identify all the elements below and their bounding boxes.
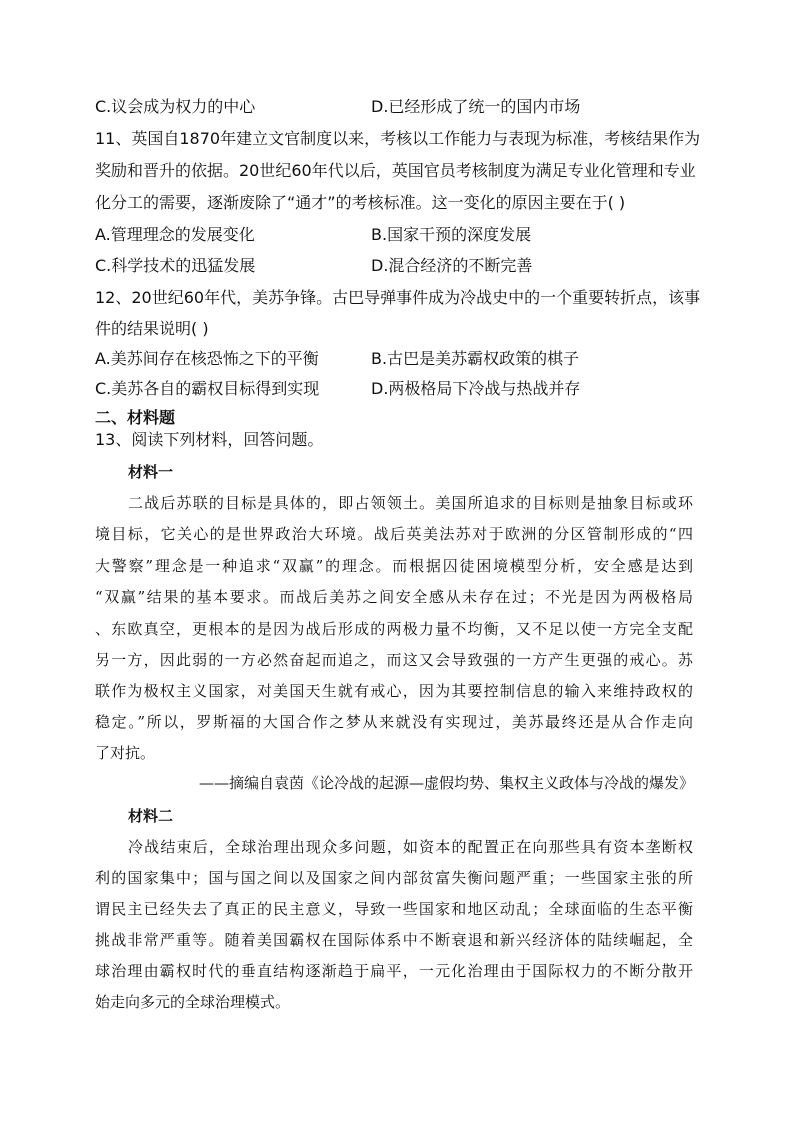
q12-stem-line-1: 12、20世纪60年代，美苏争锋。古巴导弹事件成为冷战史中的一个重要转折点，该事	[95, 288, 701, 307]
q11-option-c[interactable]: C.科学技术的迅猛发展	[95, 256, 256, 275]
material-1-line: 、东欧真空，更根本的是因为战后形成的两极力量不均衡，又不足以使一方完全支配	[95, 620, 693, 638]
material-2-line: 谓民主已经失去了真正的民主意义，导致一些国家和地区动乱；全球面临的生态平衡	[95, 900, 693, 918]
material-1-line: 了对抗。	[95, 744, 156, 762]
material-1-source: ——摘编自袁茵《论冷战的起源—虚假均势、集权主义政体与冷战的爆发》	[198, 774, 694, 792]
material-1-line: 二战后苏联的目标是具体的，即占领领土。美国所追求的目标则是抽象目标或环	[128, 494, 693, 512]
q11-stem-line-3: 化分工的需要，逐渐废除了“通才”的考核标准。这一变化的原因主要在于( )	[95, 193, 626, 212]
material-1-line: 大警察”理念是一种追求“双赢”的理念。而根据囚徒困境模型分析，安全感是达到	[95, 557, 693, 575]
q12-option-d[interactable]: D.两极格局下冷战与热战并存	[371, 379, 581, 398]
section-title: 二、材料题	[95, 408, 176, 427]
material-1-line: 稳定。”所以，罗斯福的大国合作之梦从来就没有实现过，美苏最终还是从合作走向	[95, 713, 693, 731]
q10-option-d[interactable]: D.已经形成了统一的国内市场	[371, 97, 581, 116]
material-2-line: 球治理由霸权时代的垂直结构逐渐趋于扁平，一元化治理由于国际权力的不断分散开	[95, 962, 693, 980]
q12-stem-line-2: 件的结果说明( )	[95, 319, 209, 338]
material-2-line: 冷战结束后，全球治理出现众多问题，如资本的配置正在向那些具有资本垄断权	[128, 838, 693, 856]
q11-option-a[interactable]: A.管理理念的发展变化	[95, 225, 255, 244]
material-2-line: 挑战非常严重等。随着美国霸权在国际体系中不断衰退和新兴经济体的陆续崛起，全	[95, 931, 693, 949]
material-1-line: 联作为极权主义国家，对美国天生就有戒心，因为其要控制信息的输入来维持政权的	[95, 682, 693, 700]
q11-stem-line-2: 奖励和晋升的依据。20世纪60年代以后，英国官员考核制度为满足专业化管理和专业	[95, 161, 696, 180]
q10-option-c[interactable]: C.议会成为权力的中心	[95, 97, 256, 116]
q13-stem: 13、阅读下列材料，回答问题。	[95, 430, 324, 449]
material-1-line: “双赢”结果的基本要求。而战后美苏之间安全感从未存在过；不光是因为两极格局	[95, 588, 693, 606]
material-1-line: 境目标，它关心的是世界政治大环境。战后英美法苏对于欧洲的分区管制形成的“四	[95, 525, 693, 543]
q11-stem-line-1: 11、英国自1870年建立文官制度以来，考核以工作能力与表现为标准，考核结果作为	[95, 129, 701, 148]
material-2-line: 始走向多元的全球治理模式。	[95, 993, 291, 1011]
material-2-title: 材料二	[128, 807, 174, 825]
q12-option-b[interactable]: B.古巴是美苏霸权政策的棋子	[371, 349, 580, 368]
q11-option-b[interactable]: B.国家干预的深度发展	[371, 225, 532, 244]
material-2-line: 利的国家集中；国与国之间以及国家之间内部贫富失衡问题严重；一些国家主张的所	[95, 869, 693, 887]
q12-option-c[interactable]: C.美苏各自的霸权目标得到实现	[95, 379, 320, 398]
q12-option-a[interactable]: A.美苏间存在核恐怖之下的平衡	[95, 349, 319, 368]
q11-option-d[interactable]: D.混合经济的不断完善	[371, 256, 533, 275]
material-1-title: 材料一	[128, 463, 174, 481]
material-1-line: 另一方，因此弱的一方必然奋起而追之，而这又会导致强的一方产生更强的戒心。苏	[95, 651, 693, 669]
